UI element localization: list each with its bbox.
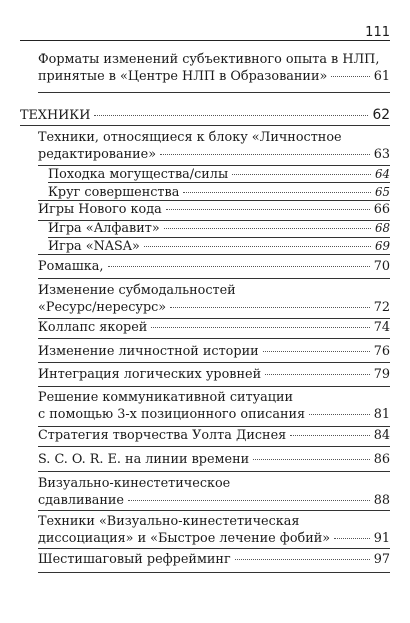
toc-subentry-circle-of-excellence [48, 184, 390, 202]
toc-entry-text: принятые в «Центре НЛП в Образовании» [38, 68, 328, 84]
divider [38, 200, 390, 201]
dot-leader [265, 374, 370, 375]
toc-entry-text: Игра «NASA» [48, 239, 140, 254]
toc-entry-text: сдавливание [38, 492, 125, 508]
toc-page-number: 88 [373, 492, 390, 508]
dot-leader [331, 76, 369, 77]
dot-leader [290, 435, 369, 436]
divider [38, 318, 390, 319]
dot-leader [183, 192, 371, 193]
dot-leader [232, 174, 371, 175]
toc-subentry-alphabet-game [48, 220, 390, 238]
divider [38, 362, 390, 363]
divider [38, 278, 390, 279]
divider [38, 254, 390, 255]
dot-leader [170, 307, 370, 308]
dot-leader [309, 414, 370, 415]
toc-entry-text: Техники «Визуально-кинестетическая [38, 514, 300, 529]
divider [38, 446, 390, 447]
toc-entry-text: Визуально-кинестетическое [38, 476, 231, 491]
dot-leader [108, 266, 370, 267]
toc-entry-text: редактирование» [38, 146, 157, 162]
toc-entry-text: Игры Нового кода [38, 202, 162, 217]
toc-entry-personal-editing [38, 130, 390, 163]
toc-entry-six-step-reframing [38, 552, 390, 569]
dot-leader [164, 228, 371, 229]
toc-entry-text: Шестишаговый рефрейминг [38, 552, 231, 567]
toc-page-number: 65 [374, 185, 390, 199]
toc-entry-text: Интеграция логических уровней [38, 367, 262, 382]
toc-page-number: 84 [373, 428, 390, 443]
dot-leader [160, 154, 370, 155]
toc-subentry-power-walk [48, 166, 390, 184]
toc-page-number: 69 [374, 239, 390, 253]
toc-entry-new-code-games [38, 202, 390, 219]
toc-entry-vk-squash [38, 476, 390, 509]
toc-entry-text: Коллапс якорей [38, 320, 148, 335]
toc-section-techniques [20, 107, 390, 125]
divider [48, 182, 390, 183]
toc-page-number: 74 [373, 320, 390, 335]
toc-entry-disney-strategy [38, 428, 390, 445]
toc-entry-text: диссоциация» и «Быстрое лечение фобий» [38, 530, 331, 546]
toc-entry-text: Походка могущества/силы [48, 167, 229, 182]
dot-leader [94, 115, 368, 116]
toc-entry-text: Форматы изменений субъективного опыта в НЛП, [38, 52, 380, 67]
dot-leader [253, 459, 370, 460]
page-number: 111 [365, 25, 390, 40]
toc-page-number: 62 [372, 107, 390, 123]
dot-leader [235, 559, 370, 560]
dot-leader [263, 351, 370, 352]
divider [38, 548, 390, 549]
toc-entry-text: Изменение субмодальностей [38, 283, 236, 298]
divider [38, 510, 390, 511]
toc-entry-text: Решение коммуникативной ситуации [38, 390, 294, 405]
divider [38, 338, 390, 339]
toc-page-number: 61 [373, 68, 390, 84]
toc-entry-text: с помощью 3-х позиционного описания [38, 406, 306, 422]
toc-page-number: 91 [373, 530, 390, 546]
toc-entry-communicative-situation [38, 390, 390, 423]
toc-entry-vk-dissociation [38, 514, 390, 547]
dot-leader [128, 500, 370, 501]
toc-page-number: 72 [373, 299, 390, 315]
toc-section-title: ТЕХНИКИ [20, 108, 91, 123]
toc-entry-text: Изменение личностной истории [38, 344, 259, 359]
divider [38, 572, 390, 573]
divider [38, 471, 390, 472]
toc-entry-anchor-collapse [38, 320, 390, 337]
toc-entry-logical-levels [38, 367, 390, 384]
toc-page-number: 63 [373, 146, 390, 162]
toc-entry-text: Стратегия творчества Уолта Диснея [38, 428, 287, 443]
divider [20, 125, 390, 126]
toc-entry-text: Техники, относящиеся к блоку «Личностное [38, 130, 342, 145]
toc-entry-text: S. C. O. R. E. на линии времени [38, 452, 250, 467]
toc-page-number: 70 [373, 259, 390, 274]
divider [38, 92, 390, 93]
header-rule [20, 40, 390, 41]
divider [38, 386, 390, 387]
toc-page-number: 76 [373, 344, 390, 359]
dot-leader [334, 538, 370, 539]
toc-page-number: 64 [374, 167, 390, 181]
dot-leader [166, 209, 370, 210]
dot-leader [144, 246, 371, 247]
dot-leader [151, 327, 369, 328]
toc-entry-score-timeline [38, 452, 390, 469]
toc-entry-text: Игра «Алфавит» [48, 221, 160, 236]
toc-entry-text: Круг совершенства [48, 185, 180, 200]
toc-entry-text: «Ресурс/нересурс» [38, 299, 167, 315]
toc-subentry-nasa-game [48, 238, 390, 256]
toc-page-number: 66 [373, 202, 390, 217]
toc-page-number: 86 [373, 452, 390, 467]
toc-entry-submodalities [38, 283, 390, 316]
divider [38, 426, 390, 427]
toc-page-number: 97 [373, 552, 390, 567]
toc-entry-personal-history [38, 344, 390, 361]
toc-page-number: 81 [373, 406, 390, 422]
toc-page-number: 79 [373, 367, 390, 382]
toc-entry-chamomile [38, 259, 390, 276]
toc-entry-text: Ромашка, [38, 259, 104, 274]
toc-entry-formats [38, 52, 390, 85]
toc-page-number: 68 [374, 221, 390, 235]
